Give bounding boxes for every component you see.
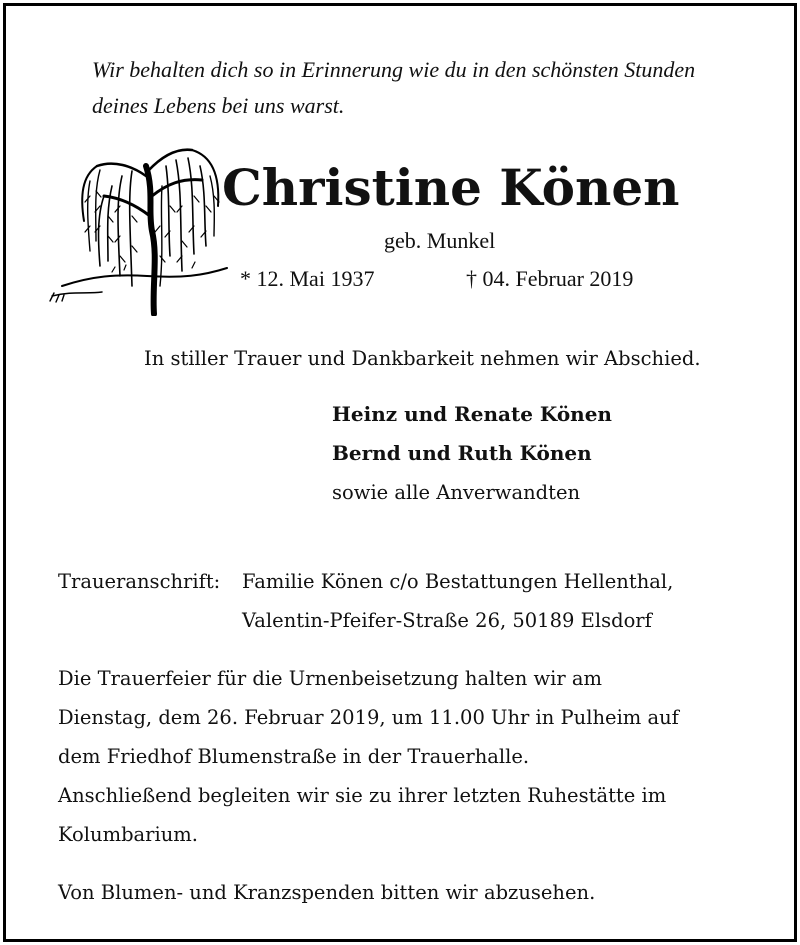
farewell-text: In stiller Trauer und Dankbarkeit nehmen wir Abschied.	[144, 347, 701, 370]
address-line-2: Valentin-Pfeifer-Straße 26, 50189 Elsdorf	[242, 609, 652, 632]
address-label: Traueranschrift:	[58, 570, 221, 593]
quote-line-1: Wir behalten dich so in Erinnerung wie du in den schönsten Stunden	[92, 57, 696, 82]
maiden-name: geb. Munkel	[384, 228, 496, 253]
obituary-notice	[3, 3, 797, 942]
quote-line-2: deines Lebens bei uns warst.	[92, 93, 345, 118]
address-line-1: Familie Könen c/o Bestattungen Hellenthal,	[242, 570, 674, 593]
mourner-line-2: Bernd und Ruth Könen	[332, 441, 592, 465]
mourner-line-3: sowie alle Anverwandten	[332, 481, 581, 504]
deceased-name: Christine Könen	[222, 158, 680, 217]
ceremony-line-3: dem Friedhof Blumenstraße in der Trauerhalle.	[58, 745, 530, 768]
ceremony-line-4: Anschließend begleiten wir sie zu ihrer letzten Ruhestätte im	[58, 784, 667, 807]
ceremony-line-5: Kolumbarium.	[58, 823, 198, 846]
flowers-note: Von Blumen- und Kranzspenden bitten wir abzusehen.	[58, 881, 596, 904]
ceremony-line-2: Dienstag, dem 26. Februar 2019, um 11.00 Uhr in Pulheim auf	[58, 706, 679, 729]
birth-date: * 12. Mai 1937	[240, 266, 375, 291]
death-date: † 04. Februar 2019	[466, 266, 634, 291]
mourner-line-1: Heinz und Renate Könen	[332, 402, 612, 426]
weeping-willow-icon	[42, 136, 232, 316]
ceremony-line-1: Die Trauerfeier für die Urnenbeisetzung halten wir am	[58, 667, 603, 690]
